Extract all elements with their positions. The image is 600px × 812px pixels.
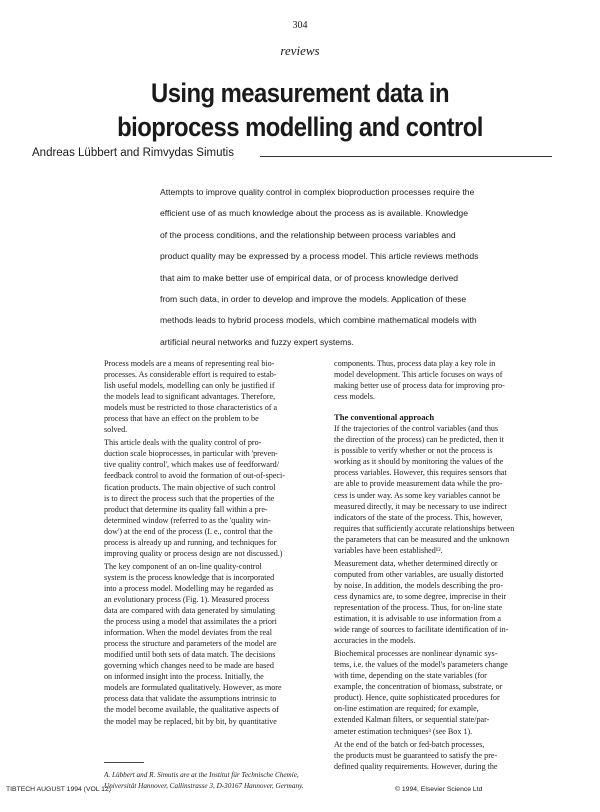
- body-line: computed from other variables, are usually distorted: [334, 569, 504, 579]
- body-line: model development. This article focuses on ways of: [334, 370, 503, 380]
- journal-footer: TIBTECH AUGUST 1994 (VOL 12): [6, 786, 112, 793]
- copyright-footer: © 1994, Elsevier Science Ltd: [395, 786, 483, 793]
- body-line: dow') at the end of the process (I. e., control that the: [104, 526, 273, 536]
- abstract: [160, 182, 555, 353]
- body-line: This article deals with the quality control of pro-: [104, 438, 262, 448]
- body-line: models must be restricted to those characteristics of a: [104, 403, 278, 413]
- body-line: processes. As considerable effort is required to estab-: [104, 370, 277, 380]
- abstract-line: Attempts to improve quality control in complex bioproduction processes require the: [160, 187, 475, 197]
- body-line: process the structure and parameters of the model are: [104, 639, 277, 649]
- body-line: process variables. However, this requires sensors that: [334, 468, 507, 478]
- body-line: process data that validate the assumptions intrinsic to: [104, 694, 277, 704]
- body-line: measured directly, it may be necessary to use indirect: [334, 501, 507, 511]
- body-line: an evolutionary process (Fig. 1). Measured process: [104, 594, 270, 604]
- article-title: [30, 76, 570, 144]
- body-line: models are formulated qualitatively. However, as more: [104, 683, 282, 693]
- abstract-line: product quality may be expressed by a process model. This article reviews methods: [160, 251, 479, 262]
- body-line: the model may be replaced, bit by bit, by quantitative: [104, 716, 277, 726]
- body-line: If the trajectories of the control variables (and thus: [334, 424, 499, 434]
- body-line: making better use of process data for improving pro-: [334, 381, 505, 391]
- body-line: tive quality control', which makes use of feedforward/: [104, 460, 279, 470]
- abstract-line: methods leads to hybrid process models, which combine mathematical models with: [160, 315, 477, 326]
- body-line: cess dynamics are, to some degree, imprecise in their: [334, 591, 507, 601]
- body-line: example, the concentration of biomass, substrate, or: [334, 682, 503, 692]
- body-line: the models lead to significant advantages. Therefore,: [104, 392, 276, 402]
- body-line: feedback control to avoid the formation of out-of-speci-: [104, 471, 285, 481]
- body-line: The key component of an on-line quality-control: [104, 561, 262, 571]
- section-heading: The conventional approach: [334, 412, 435, 423]
- body-column-left: [104, 358, 329, 727]
- body-line: on-line estimation are required; for example,: [334, 704, 479, 714]
- author-affiliation: [104, 770, 329, 791]
- body-line: tems, i.e. the values of the model's parameters change: [334, 660, 508, 670]
- body-line: the model become available, the qualitative aspects of: [104, 705, 279, 715]
- title-line-1: Using measurement data in: [151, 78, 449, 108]
- body-line: wide range of sources to facilitate identification of in-: [334, 625, 509, 635]
- body-line: the parameters that can be measured and the unknown: [334, 534, 510, 544]
- abstract-line: of the process conditions, and the relationship between process variables and: [160, 229, 456, 240]
- body-line: variables have been established¹².: [334, 545, 443, 555]
- body-line: information. When the model deviates from the real: [104, 628, 272, 638]
- body-line: cess models.: [334, 392, 375, 402]
- body-line: accuracies in the models.: [334, 636, 416, 646]
- abstract-line: artificial neural networks and fuzzy expert systems.: [160, 336, 354, 347]
- body-line: solved.: [104, 425, 128, 435]
- body-line: defined quality requirements. However, during the: [334, 761, 498, 771]
- body-column-right: [334, 358, 559, 772]
- body-line: determined window (referred to as the 'quality win-: [104, 515, 271, 525]
- body-line: improving quality or process design are not discussed.): [104, 548, 283, 558]
- body-line: the products must be guaranteed to satisfy the pre-: [334, 750, 498, 760]
- body-line: components. Thus, process data play a key role in: [334, 359, 496, 368]
- body-line: representation of the process. Thus, for on-line state: [334, 602, 503, 612]
- affiliation-line: Universität Hannover, Callinstrasse 3, D-30167 Hannover, Germany.: [104, 781, 304, 790]
- body-line: are able to provide measurement data while the pro-: [334, 479, 503, 489]
- affiliation-line: A. Lübbert and R. Simutis are at the Institut für Technische Chemie,: [104, 771, 299, 779]
- body-line: governing which changes need to be made are based: [104, 661, 274, 671]
- body-line: modified until both sets of data match. The decisions: [104, 650, 276, 660]
- body-line: lish useful models, modelling can only be justified if: [104, 381, 275, 391]
- body-line: is to direct the process such that the properties of the: [104, 493, 275, 503]
- body-line: cess is under way. As some key variables cannot be: [334, 490, 501, 500]
- abstract-line: from such data, in order to develop and improve the models. Application of these: [160, 294, 467, 305]
- abstract-line: that aim to make better use of empirical data, or of process knowledge derived: [160, 272, 459, 283]
- body-line: Process models are a means of representing real bio-: [104, 359, 275, 368]
- body-line: fication products. The main objective of such control: [104, 482, 276, 492]
- body-line: Measurement data, whether determined directly or: [334, 558, 498, 568]
- body-line: requires that sufficiently accurate relationships between: [334, 523, 515, 533]
- page-number: 304: [292, 20, 308, 31]
- body-line: product that determine its quality fall within a pre-: [104, 504, 268, 514]
- body-line: extended Kalman filters, or sequential state/par-: [334, 715, 490, 725]
- body-line: by noise. In addition, the models describing the pro-: [334, 580, 504, 590]
- author-divider: [260, 156, 552, 157]
- body-line: ameter estimation techniques³ (see Box 1).: [334, 726, 473, 736]
- body-line: estimation, it is advisable to use information from a: [334, 614, 502, 624]
- body-line: with time, depending on the state variables (for: [334, 671, 487, 681]
- section-label: reviews: [280, 43, 320, 58]
- body-line: working as it should by monitoring the values of the: [334, 457, 504, 467]
- body-line: is possible to verify whether or not the process is: [334, 446, 493, 456]
- body-line: into a process model. Modelling may be regarded as: [104, 583, 274, 593]
- body-line: the direction of the process) can be predicted, then it: [334, 435, 504, 445]
- body-line: process is already up and running, and techniques for: [104, 537, 277, 547]
- author-line: Andreas Lübbert and Rimvydas Simutis: [32, 147, 234, 159]
- body-line: system is the process knowledge that is incorporated: [104, 572, 275, 582]
- body-line: Biochemical processes are nonlinear dynamic sys-: [334, 649, 498, 659]
- body-line: process that have an effect on the problem to be: [104, 414, 259, 424]
- abstract-line: efficient use of as much knowledge about the process as is available. Knowledge: [160, 208, 468, 219]
- body-line: duction scale bioprocesses, in particular with 'preven-: [104, 449, 278, 459]
- body-line: on informed insight into the process. Initially, the: [104, 672, 264, 682]
- body-line: the process using a model that assimilates the a priori: [104, 617, 277, 627]
- body-line: indicators of the state of the process. This, however,: [334, 512, 503, 522]
- body-line: product). Hence, quite sophisticated procedures for: [334, 693, 500, 703]
- body-line: data are compared with data generated by simulating: [104, 606, 276, 616]
- footnote-divider: [104, 762, 144, 763]
- title-line-2: bioprocess modelling and control: [117, 112, 483, 142]
- body-line: At the end of the batch or fed-batch processes,: [334, 739, 485, 749]
